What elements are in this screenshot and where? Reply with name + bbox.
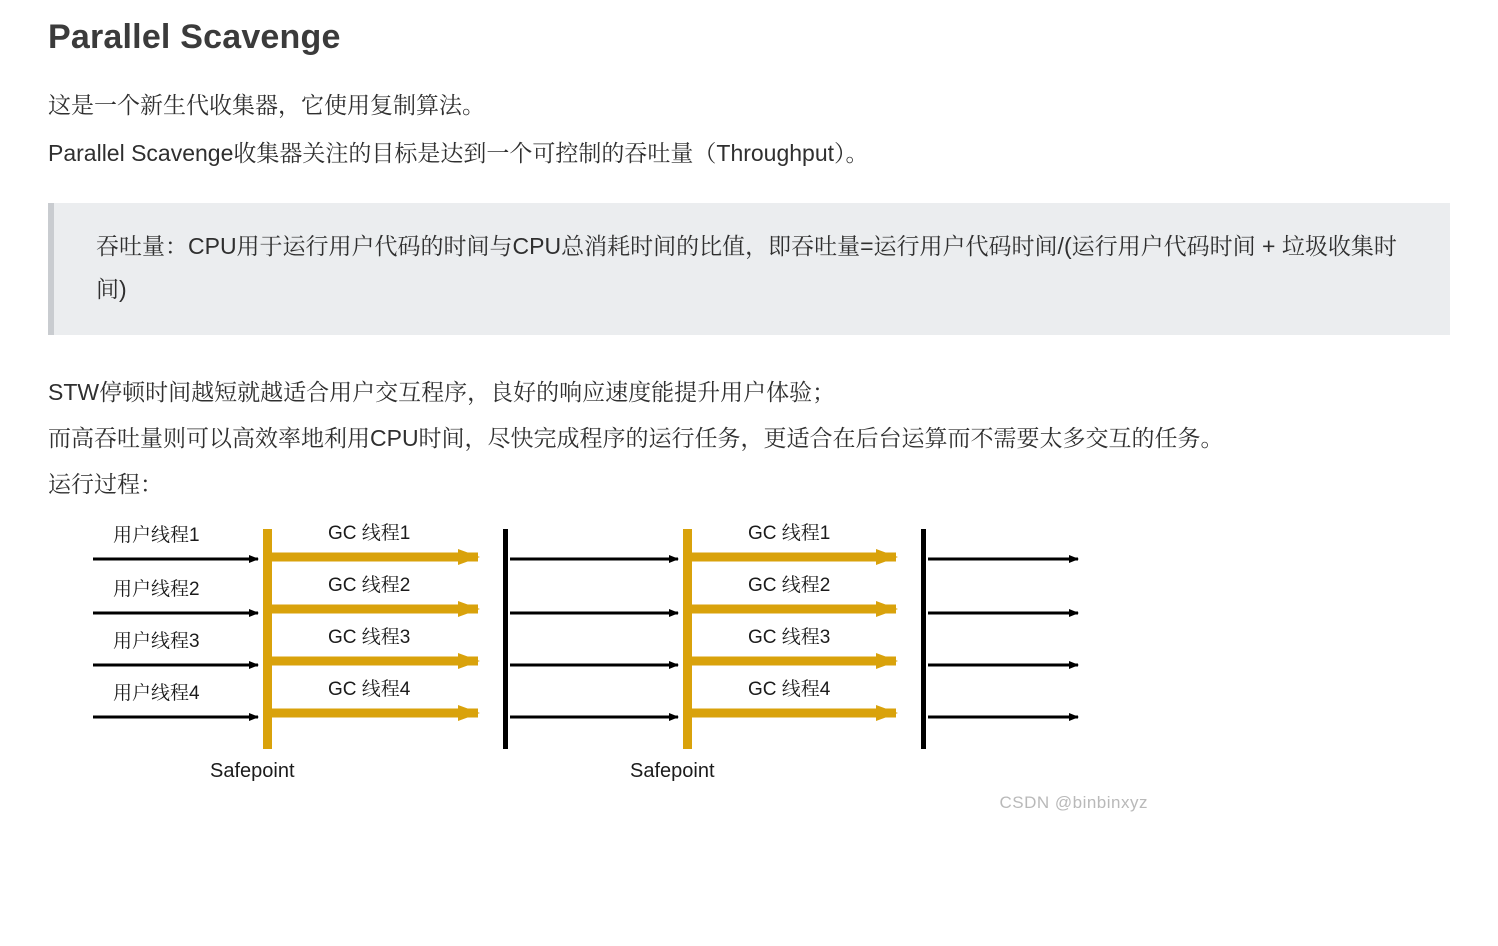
gc-thread-label-p1-3: GC 线程3 [328,627,411,648]
body-block [48,369,1450,507]
gc-thread-label-p2-2: GC 线程2 [748,575,831,596]
user-thread-label-1: 用户线程1 [113,525,200,546]
user-thread-label-3: 用户线程3 [113,631,200,652]
gc-timeline-svg [48,519,1448,809]
gc-thread-label-p1-1: GC 线程1 [328,523,411,544]
gc-timeline-figure [48,519,1448,819]
user-thread-label-2: 用户线程2 [113,579,200,600]
phase-bar-2 [921,529,926,749]
body-paragraph-1: STW停顿时间越短就越适合用户交互程序，良好的响应速度能提升用户体验； [48,379,836,405]
safepoint-label-2: Safepoint [630,760,715,782]
definition-text: 吞吐量：CPU用于运行用户代码的时间与CPU总消耗时间的比值，即吞吐量=运行用户代码时间/(运行用户代码时间 + 垃圾收集时间) [96,233,1397,302]
user-thread-label-4: 用户线程4 [113,683,200,704]
gc-thread-label-p2-3: GC 线程3 [748,627,831,648]
intro-paragraph-1: 这是一个新生代收集器，它使用复制算法。 [48,92,485,118]
watermark: CSDN @binbinxyz [999,793,1148,812]
gc-thread-label-p2-1: GC 线程1 [748,523,831,544]
gc-thread-label-p2-4: GC 线程4 [748,679,831,700]
body-paragraph-2: 而高吞吐量则可以高效率地利用CPU时间，尽快完成程序的运行任务，更适合在后台运算而不需要太多交互的任务。 [48,425,1224,451]
gc-thread-label-p1-4: GC 线程4 [328,679,411,700]
definition-callout [48,203,1450,335]
safepoint-label-1: Safepoint [210,760,295,782]
gc-thread-label-p1-2: GC 线程2 [328,575,411,596]
body-paragraph-3: 运行过程： [48,471,163,497]
intro-paragraph-2: Parallel Scavenge收集器关注的目标是达到一个可控制的吞吐量（Throughput）。 [48,140,869,166]
phase-bar-1 [503,529,508,749]
page-title: Parallel Scavenge [48,18,341,56]
